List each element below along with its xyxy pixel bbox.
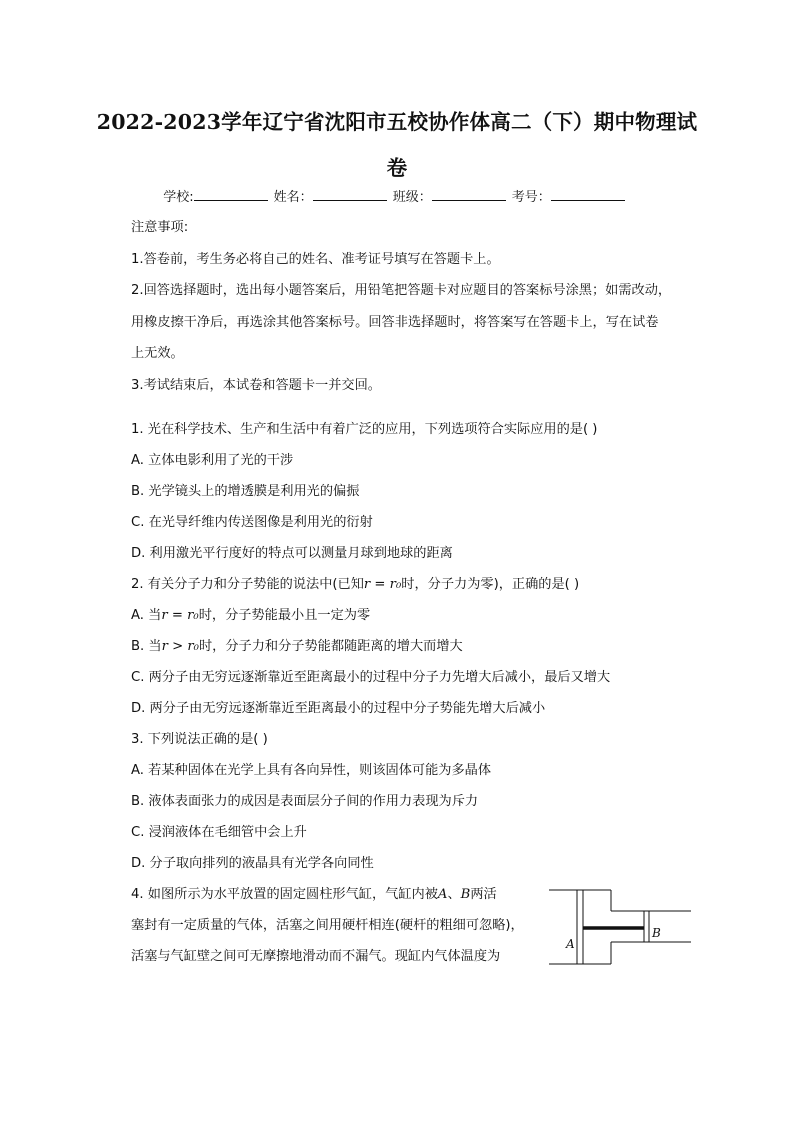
q2-stem-r0: r₀: [389, 577, 402, 592]
q2-b-r0: r₀: [187, 639, 199, 654]
q2-option-c: C. 两分子由无穷远逐渐靠近至距离最小的过程中分子力先增大后减小，最后又增大: [131, 670, 611, 685]
q2-stem-r: r: [363, 577, 371, 592]
q2-a-text: A. 当: [131, 608, 162, 623]
q2-a-r: r: [161, 608, 168, 623]
q2-stem-text-end: 时，分子力为零)，正确的是( ): [401, 577, 580, 592]
q4-line-3: 活塞与气缸壁之间可无摩擦地滑动而不漏气。现缸内气体温度为: [131, 949, 501, 964]
note-2-line-3: 上无效。: [131, 346, 184, 361]
label-b: B: [652, 926, 661, 940]
q4-l1-text-end: 两活: [470, 887, 497, 902]
q2-b-text-end: 时，分子力和分子势能都随距离的增大而增大: [198, 639, 463, 654]
q2-b-text: B. 当: [131, 639, 162, 654]
q2-option-d: D. 两分子由无穷远逐渐靠近至距离最小的过程中分子势能先增大后减小: [131, 701, 546, 716]
q2-a-eq: =: [167, 608, 188, 623]
q2-stem-text: 2. 有关分子力和分子势能的说法中(已知: [131, 577, 364, 592]
q2-b-r: r: [161, 639, 168, 654]
q3-option-b: B. 液体表面张力的成因是表面层分子间的作用力表现为斥力: [131, 794, 479, 809]
q2-b-gt: >: [167, 639, 188, 654]
exam-title-line2: 卷: [386, 156, 408, 180]
q4-line-2: 塞封有一定质量的气体，活塞之间用硬杆相连(硬杆的粗细可忽略)，: [131, 918, 524, 933]
q2-stem-eq: =: [370, 577, 390, 592]
q3-stem: 3. 下列说法正确的是( ): [131, 732, 268, 747]
q4-l1-sep: 、: [447, 887, 461, 902]
name-blank[interactable]: [313, 186, 387, 201]
q3-option-c: C. 浸润液体在毛细管中会上升: [131, 825, 307, 840]
q2-a-text-end: 时，分子势能最小且一定为零: [198, 608, 371, 623]
q4-l1-a: A: [437, 887, 448, 902]
q1-stem: 1. 光在科学技术、生产和生活中有着广泛的应用，下列选项符合实际应用的是( ): [131, 422, 598, 437]
q2-stem: [131, 569, 721, 600]
notes-section: [131, 212, 721, 401]
cylinder-diagram: [545, 886, 695, 968]
q3-option-a: A. 若某种固体在光学上具有各向异性，则该固体可能为多晶体: [131, 763, 492, 778]
note-2-line-1: 2.回答选择题时，选出每小题答案后，用铅笔把答题卡对应题目的答案标号涂黑；如需改动，: [131, 283, 672, 298]
note-1: 1.答卷前，考生务必将自己的姓名、准考证号填写在答题卡上。: [131, 251, 500, 267]
notes-heading: 注意事项:: [131, 220, 189, 235]
q1-option-a: A. 立体电影利用了光的干涉: [131, 453, 294, 468]
exam-title: [0, 99, 794, 191]
q4-l1-text: 4. 如图所示为水平放置的固定圆柱形气缸，气缸内被: [131, 887, 438, 902]
q1-option-d: D. 利用激光平行度好的特点可以测量月球到地球的距离: [131, 546, 453, 561]
q3-option-d: D. 分子取向排列的液晶具有光学各向同性: [131, 856, 374, 871]
class-label: 班级：: [392, 190, 432, 205]
note-3: 3.考试结束后，本试卷和答题卡一并交回。: [131, 377, 381, 393]
class-blank[interactable]: [432, 186, 506, 201]
q1-option-c: C. 在光导纤维内传送图像是利用光的衍射: [131, 515, 373, 530]
exam-number-blank[interactable]: [551, 186, 625, 201]
school-blank[interactable]: [194, 186, 268, 201]
q2-option-b: [131, 631, 721, 662]
exam-title-line1: 2022-2023学年辽宁省沈阳市五校协作体高二（下）期中物理试: [96, 110, 698, 134]
q2-option-a: [131, 600, 721, 631]
exam-number-label: 考号：: [511, 190, 551, 205]
q4-l1-b: B: [460, 887, 471, 902]
label-a: A: [566, 937, 575, 951]
q2-a-r0: r₀: [187, 608, 199, 623]
note-2-line-2: 用橡皮擦干净后，再选涂其他答案标号。回答非选择题时，将答案写在答题卡上，写在试卷: [131, 314, 659, 330]
school-label: 学校:: [163, 190, 194, 205]
student-info-row: [0, 186, 794, 208]
q1-option-b: B. 光学镜头上的增透膜是利用光的偏振: [131, 484, 360, 499]
name-label: 姓名：: [273, 190, 313, 205]
